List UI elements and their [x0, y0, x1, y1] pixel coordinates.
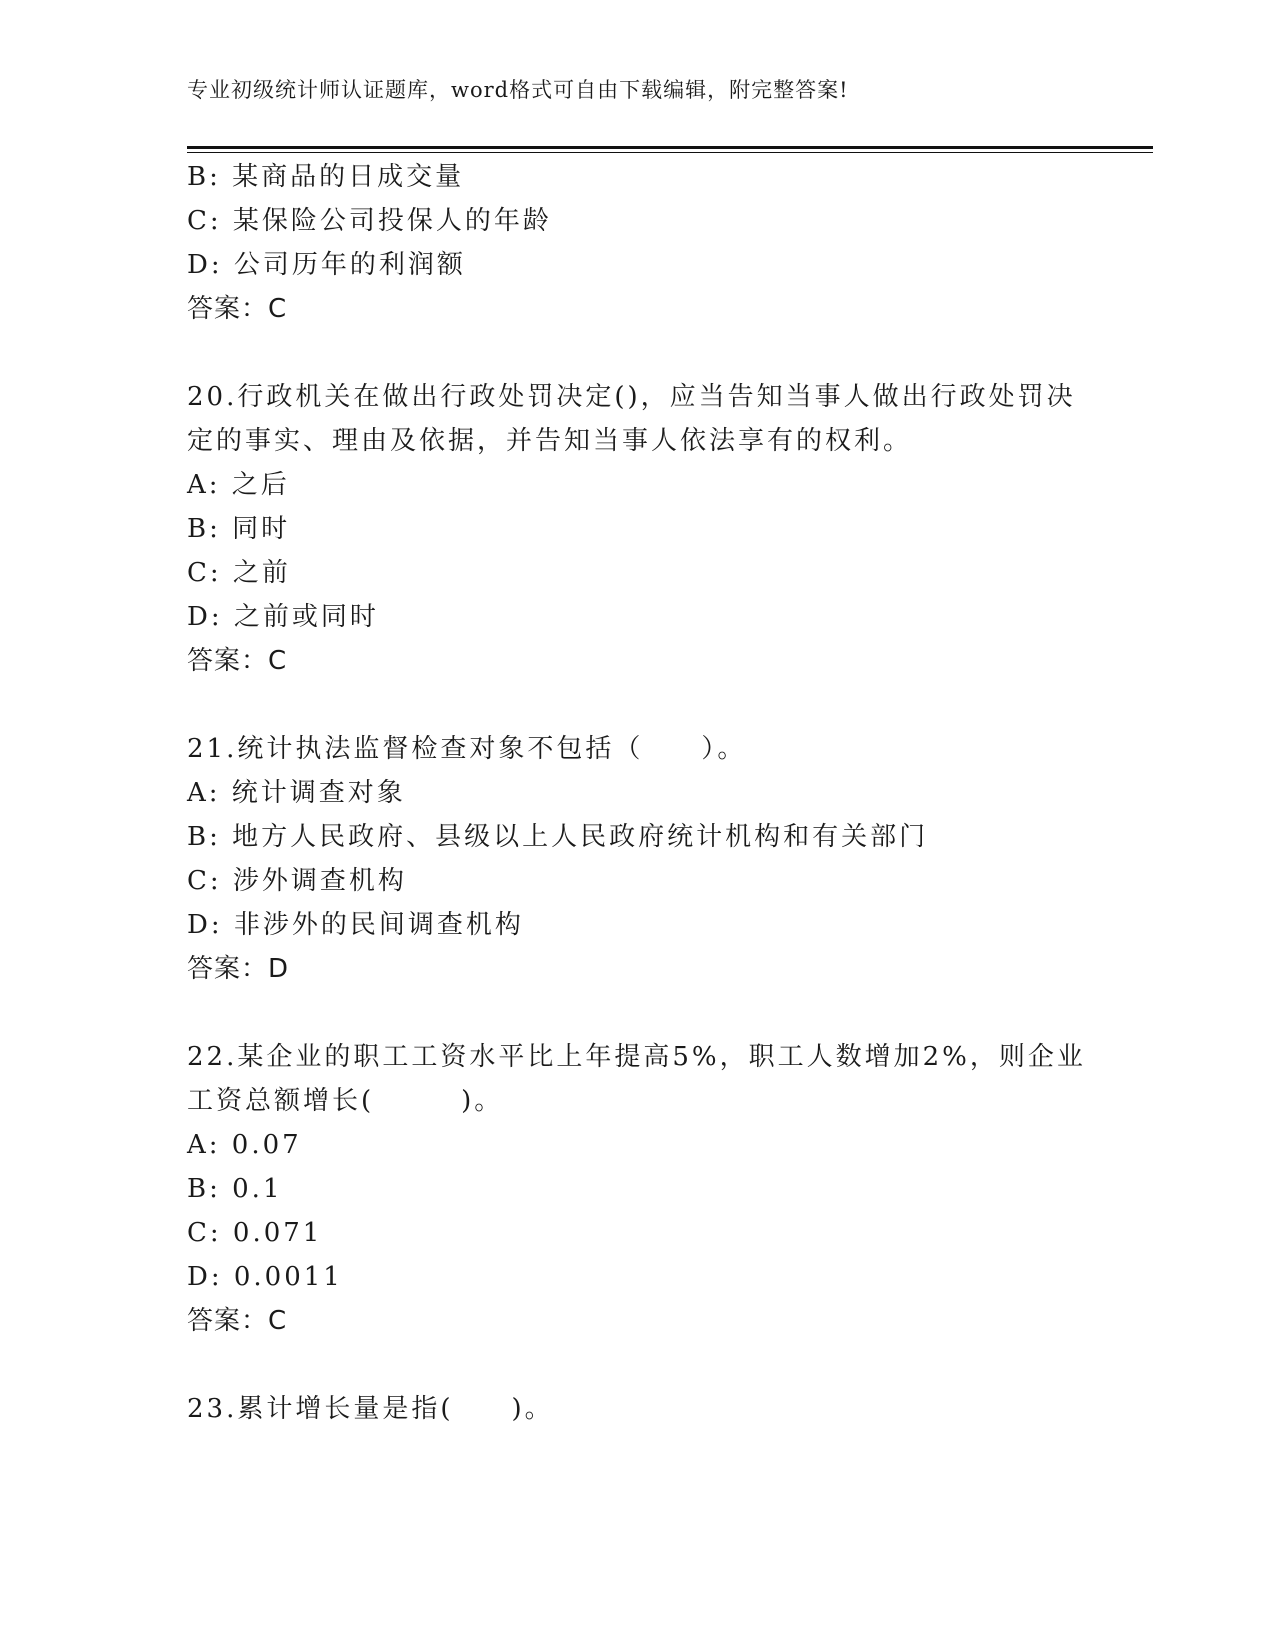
q22-option-a: A: 0.07: [187, 1130, 302, 1160]
header-divider-thick: [187, 146, 1153, 149]
q20-option-a: A: 之后: [187, 470, 290, 500]
q22-stem-line1: 22.某企业的职工工资水平比上年提高5%，职工人数增加2%，则企业: [187, 1042, 1086, 1072]
page-header: 专业初级统计师认证题库，word格式可自由下载编辑，附完整答案!: [187, 78, 849, 102]
q21-option-c: C: 涉外调查机构: [187, 866, 407, 896]
q19-option-d: D: 公司历年的利润额: [187, 250, 466, 280]
q20-option-d: D: 之前或同时: [187, 602, 379, 632]
q21-option-d: D: 非涉外的民间调查机构: [187, 910, 524, 940]
q19-answer: 答案：C: [187, 294, 288, 324]
q20-option-b: B: 同时: [187, 514, 291, 544]
q22-option-b: B: 0.1: [187, 1174, 283, 1204]
q22-answer: 答案：C: [187, 1306, 288, 1336]
q20-answer: 答案：C: [187, 646, 288, 676]
q21-stem-line1: 21.统计执法监督检查对象不包括（ ）。: [187, 734, 747, 764]
q20-option-c: C: 之前: [187, 558, 291, 588]
q21-option-a: A: 统计调查对象: [187, 778, 406, 808]
q20-stem-line2: 定的事实、理由及依据，并告知当事人依法享有的权利。: [187, 426, 913, 456]
q23-stem-line1: 23.累计增长量是指( )。: [187, 1394, 554, 1424]
q21-option-b: B: 地方人民政府、县级以上人民政府统计机构和有关部门: [187, 822, 929, 852]
header-divider-thin: [187, 152, 1153, 153]
q19-option-c: C: 某保险公司投保人的年龄: [187, 206, 552, 236]
q22-stem-line2: 工资总额增长( )。: [187, 1086, 504, 1116]
q20-stem-line1: 20.行政机关在做出行政处罚决定()，应当告知当事人做出行政处罚决: [187, 382, 1076, 412]
q22-option-d: D: 0.0011: [187, 1262, 343, 1292]
q19-option-b: B: 某商品的日成交量: [187, 162, 465, 192]
q22-option-c: C: 0.071: [187, 1218, 323, 1248]
q21-answer: 答案：D: [187, 954, 290, 984]
